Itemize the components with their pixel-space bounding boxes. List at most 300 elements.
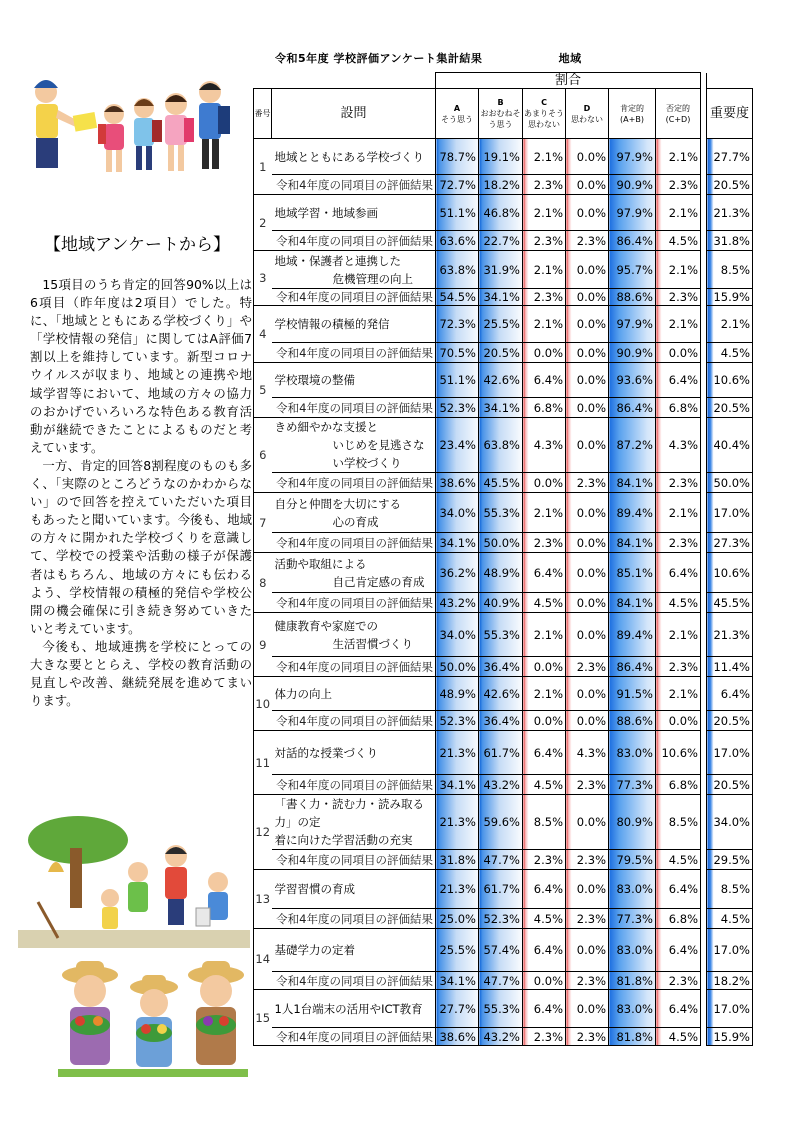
value-positive: 97.9% <box>609 139 656 175</box>
item-number: 15 <box>254 990 272 1046</box>
value-c: 2.3% <box>523 289 566 306</box>
item-label-line: 学習習慣の育成 <box>274 882 355 896</box>
value-b: 45.5% <box>479 473 523 493</box>
value-positive: 83.0% <box>609 990 656 1028</box>
title-text: 令和5年度 学校評価アンケート集計結果 <box>275 52 483 65</box>
previous-year-label: 令和4年度の同項目の評価結果 <box>272 533 436 553</box>
value-c: 2.1% <box>523 306 566 343</box>
value-negative: 6.8% <box>656 909 701 929</box>
value-b: 61.7% <box>479 870 523 909</box>
previous-year-label: 令和4年度の同項目の評価結果 <box>272 473 436 493</box>
previous-year-label: 令和4年度の同項目の評価結果 <box>272 657 436 677</box>
negative-header: 否定的 (C+D) <box>656 89 701 139</box>
value-d: 0.0% <box>566 195 609 231</box>
value-negative: 10.6% <box>656 731 701 775</box>
value-a: 38.6% <box>436 473 479 493</box>
value-positive: 86.4% <box>609 657 656 677</box>
value-a: 21.3% <box>436 731 479 775</box>
value-c: 0.0% <box>523 657 566 677</box>
a-header: A そう思う <box>436 89 479 139</box>
value-d: 0.0% <box>566 593 609 613</box>
item-number: 6 <box>254 418 272 493</box>
table-row-previous <box>254 593 753 613</box>
value-c: 0.0% <box>523 343 566 363</box>
item-label <box>272 195 436 231</box>
value-negative: 2.1% <box>656 251 701 289</box>
value-b: 57.4% <box>479 929 523 972</box>
value-negative: 6.4% <box>656 553 701 593</box>
item-label <box>272 613 436 657</box>
value-a: 63.6% <box>436 231 479 251</box>
group-header: 割合 <box>436 73 701 89</box>
value-negative: 2.1% <box>656 306 701 343</box>
value-negative: 2.1% <box>656 613 701 657</box>
value-positive: 83.0% <box>609 929 656 972</box>
value-negative: 6.8% <box>656 775 701 795</box>
value-importance: 34.0% <box>707 795 753 850</box>
item-label <box>272 306 436 343</box>
value-negative: 2.3% <box>656 473 701 493</box>
value-negative: 2.3% <box>656 175 701 195</box>
item-number: 9 <box>254 613 272 677</box>
value-b: 43.2% <box>479 1028 523 1046</box>
value-b: 31.9% <box>479 251 523 289</box>
value-positive: 97.9% <box>609 195 656 231</box>
value-c: 0.0% <box>523 972 566 990</box>
value-c: 2.3% <box>523 850 566 870</box>
value-d: 2.3% <box>566 1028 609 1046</box>
value-a: 34.1% <box>436 533 479 553</box>
item-label-line: 基礎学力の定着 <box>274 943 355 957</box>
table-row-previous <box>254 972 753 990</box>
value-negative: 4.3% <box>656 418 701 473</box>
item-label-line: 生活習慣づくり <box>332 636 413 651</box>
c-header: C あまりそう思わない <box>523 89 566 139</box>
section-heading: 【地域アンケートから】 <box>44 235 230 255</box>
value-c: 2.3% <box>523 175 566 195</box>
previous-year-label: 令和4年度の同項目の評価結果 <box>272 1028 436 1046</box>
value-c: 2.3% <box>523 1028 566 1046</box>
value-c: 6.8% <box>523 398 566 418</box>
value-importance: 21.3% <box>707 613 753 657</box>
previous-year-label: 令和4年度の同項目の評価結果 <box>272 398 436 418</box>
value-d: 2.3% <box>566 972 609 990</box>
value-c: 2.3% <box>523 533 566 553</box>
value-importance: 27.7% <box>707 139 753 175</box>
value-b: 52.3% <box>479 909 523 929</box>
value-positive: 80.9% <box>609 795 656 850</box>
value-negative: 0.0% <box>656 343 701 363</box>
value-importance: 17.0% <box>707 493 753 533</box>
item-number: 7 <box>254 493 272 553</box>
value-d: 2.3% <box>566 231 609 251</box>
value-b: 42.6% <box>479 363 523 398</box>
value-c: 2.3% <box>523 231 566 251</box>
previous-year-label: 令和4年度の同項目の評価結果 <box>272 909 436 929</box>
value-positive: 84.1% <box>609 473 656 493</box>
value-d: 0.0% <box>566 553 609 593</box>
value-b: 22.7% <box>479 231 523 251</box>
num-header: 番号 <box>254 89 272 139</box>
table-row <box>254 929 753 972</box>
value-importance: 4.5% <box>707 343 753 363</box>
item-label <box>272 731 436 775</box>
value-b: 55.3% <box>479 493 523 533</box>
table-row <box>254 306 753 343</box>
value-importance: 10.6% <box>707 363 753 398</box>
value-b: 50.0% <box>479 533 523 553</box>
value-b: 61.7% <box>479 731 523 775</box>
value-negative: 6.4% <box>656 990 701 1028</box>
value-a: 31.8% <box>436 850 479 870</box>
value-d: 2.3% <box>566 775 609 795</box>
value-d: 0.0% <box>566 613 609 657</box>
value-b: 43.2% <box>479 775 523 795</box>
value-c: 2.1% <box>523 251 566 289</box>
value-positive: 81.8% <box>609 972 656 990</box>
value-importance: 10.6% <box>707 553 753 593</box>
value-a: 48.9% <box>436 677 479 711</box>
value-positive: 89.4% <box>609 493 656 533</box>
value-positive: 77.3% <box>609 775 656 795</box>
importance-header: 重要度 <box>707 89 753 139</box>
value-importance: 17.0% <box>707 731 753 775</box>
value-negative: 0.0% <box>656 711 701 731</box>
value-c: 6.4% <box>523 990 566 1028</box>
value-importance: 15.9% <box>707 289 753 306</box>
value-c: 6.4% <box>523 929 566 972</box>
item-number: 5 <box>254 363 272 418</box>
value-c: 6.4% <box>523 553 566 593</box>
value-a: 34.0% <box>436 493 479 533</box>
table-row <box>254 251 753 289</box>
value-c: 0.0% <box>523 711 566 731</box>
value-negative: 2.3% <box>656 657 701 677</box>
value-importance: 18.2% <box>707 972 753 990</box>
positive-header: 肯定的 (A+B) <box>609 89 656 139</box>
value-d: 0.0% <box>566 929 609 972</box>
value-negative: 2.3% <box>656 289 701 306</box>
item-label <box>272 139 436 175</box>
value-b: 47.7% <box>479 972 523 990</box>
value-a: 78.7% <box>436 139 479 175</box>
item-label <box>272 493 436 533</box>
value-importance: 50.0% <box>707 473 753 493</box>
value-c: 0.0% <box>523 473 566 493</box>
table-row <box>254 493 753 533</box>
value-positive: 83.0% <box>609 870 656 909</box>
value-a: 34.1% <box>436 972 479 990</box>
table-row <box>254 731 753 775</box>
value-c: 8.5% <box>523 795 566 850</box>
paragraph-2: 一方、肯定的回答8割程度のものも多く、「実際のところどうなのかわからない」ので回答を控えていただいた項目もあったと聞いています。今後も、地域の方々に開かれた学校づくりを意識して、学校での授業や活動の様子が保護者はもちろん、地域の方々にも伝わるよう、学校情報の積極的発信や学校公開の機会確保に引き続き努めていきたいと考えています。 <box>30 457 252 636</box>
value-negative: 2.3% <box>656 972 701 990</box>
value-positive: 84.1% <box>609 533 656 553</box>
value-importance: 8.5% <box>707 870 753 909</box>
value-d: 0.0% <box>566 533 609 553</box>
previous-year-label: 令和4年度の同項目の評価結果 <box>272 972 436 990</box>
item-label-line: 危機管理の向上 <box>332 271 413 286</box>
value-a: 21.3% <box>436 870 479 909</box>
value-d: 0.0% <box>566 343 609 363</box>
value-importance: 15.9% <box>707 1028 753 1046</box>
value-negative: 4.5% <box>656 231 701 251</box>
value-d: 0.0% <box>566 990 609 1028</box>
value-c: 2.1% <box>523 613 566 657</box>
item-label <box>272 251 436 289</box>
item-number: 8 <box>254 553 272 613</box>
value-positive: 90.9% <box>609 343 656 363</box>
value-b: 47.7% <box>479 850 523 870</box>
children-walking-illustration <box>18 62 246 192</box>
value-d: 0.0% <box>566 175 609 195</box>
value-b: 34.1% <box>479 398 523 418</box>
value-importance: 20.5% <box>707 175 753 195</box>
table-row-previous <box>254 289 753 306</box>
table-row-previous <box>254 473 753 493</box>
previous-year-label: 令和4年度の同項目の評価結果 <box>272 343 436 363</box>
table-row <box>254 139 753 175</box>
item-label <box>272 870 436 909</box>
table-row <box>254 195 753 231</box>
value-b: 36.4% <box>479 657 523 677</box>
value-b: 25.5% <box>479 306 523 343</box>
value-negative: 2.3% <box>656 533 701 553</box>
value-importance: 31.8% <box>707 231 753 251</box>
item-label-line: きめ細やかな支援と <box>274 420 378 434</box>
paragraph-1: 15項目のうち肯定的回答90%以上は6項目（昨年度は2項目）でした。特に、「地域とともにある学校づくり」や「学校情報の発信」に関してはA評価7割以上を維持しています。新型コロナウイルスが収まり、地域との連携や地域学習等において、地域の方々の協力のおかげでいろいろな特色ある教育活動が継続できたことによるものだと考えています。 <box>30 277 252 455</box>
item-label-line: 「書く力・読む力・読み取る力」の定 <box>274 797 424 829</box>
value-a: 34.0% <box>436 613 479 657</box>
item-label-line: 活動や取組による <box>274 556 367 571</box>
item-label <box>272 363 436 398</box>
value-a: 52.3% <box>436 711 479 731</box>
value-b: 59.6% <box>479 795 523 850</box>
previous-year-label: 令和4年度の同項目の評価結果 <box>272 775 436 795</box>
value-d: 0.0% <box>566 795 609 850</box>
value-c: 2.1% <box>523 139 566 175</box>
community-cleanup-illustration <box>18 812 250 948</box>
value-b: 18.2% <box>479 175 523 195</box>
value-d: 4.3% <box>566 731 609 775</box>
value-positive: 77.3% <box>609 909 656 929</box>
value-d: 0.0% <box>566 139 609 175</box>
value-importance: 11.4% <box>707 657 753 677</box>
item-label <box>272 929 436 972</box>
value-b: 34.1% <box>479 289 523 306</box>
item-label <box>272 795 436 850</box>
value-negative: 6.4% <box>656 929 701 972</box>
table-row-previous <box>254 343 753 363</box>
previous-year-label: 令和4年度の同項目の評価結果 <box>272 850 436 870</box>
value-b: 46.8% <box>479 195 523 231</box>
value-c: 6.4% <box>523 731 566 775</box>
table-row-previous <box>254 398 753 418</box>
value-importance: 6.4% <box>707 677 753 711</box>
value-c: 4.5% <box>523 775 566 795</box>
table-row <box>254 363 753 398</box>
value-importance: 20.5% <box>707 775 753 795</box>
value-d: 0.0% <box>566 418 609 473</box>
value-positive: 79.5% <box>609 850 656 870</box>
value-a: 54.5% <box>436 289 479 306</box>
table-row <box>254 870 753 909</box>
table-row-previous <box>254 175 753 195</box>
value-importance: 20.5% <box>707 398 753 418</box>
value-d: 0.0% <box>566 711 609 731</box>
item-number: 12 <box>254 795 272 870</box>
value-a: 34.1% <box>436 775 479 795</box>
value-positive: 89.4% <box>609 613 656 657</box>
value-negative: 2.1% <box>656 139 701 175</box>
value-a: 27.7% <box>436 990 479 1028</box>
value-positive: 88.6% <box>609 289 656 306</box>
value-a: 72.7% <box>436 175 479 195</box>
value-b: 63.8% <box>479 418 523 473</box>
value-a: 52.3% <box>436 398 479 418</box>
value-a: 43.2% <box>436 593 479 613</box>
value-positive: 87.2% <box>609 418 656 473</box>
table-row-previous <box>254 231 753 251</box>
table-row-previous <box>254 909 753 929</box>
value-negative: 6.4% <box>656 363 701 398</box>
value-c: 2.1% <box>523 493 566 533</box>
item-number: 2 <box>254 195 272 251</box>
value-importance: 20.5% <box>707 711 753 731</box>
item-label-line: 学校情報の積極的発信 <box>274 317 390 331</box>
value-negative: 4.5% <box>656 593 701 613</box>
item-number: 11 <box>254 731 272 795</box>
item-label-line: 地域学習・地域参画 <box>274 205 378 220</box>
value-negative: 2.1% <box>656 677 701 711</box>
item-number: 13 <box>254 870 272 929</box>
item-label-line: 地域・保護者と連携した <box>274 253 401 268</box>
value-d: 0.0% <box>566 398 609 418</box>
previous-year-label: 令和4年度の同項目の評価結果 <box>272 289 436 306</box>
value-a: 23.4% <box>436 418 479 473</box>
table-row-previous <box>254 850 753 870</box>
value-c: 4.5% <box>523 909 566 929</box>
value-c: 4.3% <box>523 418 566 473</box>
value-d: 0.0% <box>566 870 609 909</box>
table-row-previous <box>254 533 753 553</box>
table-row-previous <box>254 775 753 795</box>
value-positive: 81.8% <box>609 1028 656 1046</box>
value-a: 72.3% <box>436 306 479 343</box>
value-negative: 6.8% <box>656 398 701 418</box>
value-positive: 88.6% <box>609 711 656 731</box>
value-b: 40.9% <box>479 593 523 613</box>
body-text <box>30 276 252 710</box>
value-negative: 2.1% <box>656 493 701 533</box>
table-row <box>254 990 753 1028</box>
item-label-line: 心の育成 <box>332 514 379 529</box>
d-header: D 思わない <box>566 89 609 139</box>
value-c: 2.1% <box>523 195 566 231</box>
item-label-line: 学校環境の整備 <box>274 373 355 387</box>
results-table <box>253 72 753 1046</box>
value-positive: 91.5% <box>609 677 656 711</box>
item-label-line: 1人1台端末の活用やICT教育 <box>274 1001 423 1016</box>
value-b: 42.6% <box>479 677 523 711</box>
item-label-line: 自分と仲間を大切にする <box>274 496 401 511</box>
table-row-previous <box>254 1028 753 1046</box>
value-d: 0.0% <box>566 363 609 398</box>
value-a: 36.2% <box>436 553 479 593</box>
table-row <box>254 613 753 657</box>
value-positive: 83.0% <box>609 731 656 775</box>
value-d: 2.3% <box>566 909 609 929</box>
item-label-line: 対話的な授業づくり <box>274 745 378 760</box>
value-b: 55.3% <box>479 990 523 1028</box>
item-label-line: 体力の向上 <box>274 686 332 701</box>
value-positive: 97.9% <box>609 306 656 343</box>
value-a: 25.0% <box>436 909 479 929</box>
value-importance: 8.5% <box>707 251 753 289</box>
item-label-line: 自己肯定感の育成 <box>332 574 425 589</box>
value-c: 2.1% <box>523 677 566 711</box>
item-label <box>272 990 436 1028</box>
value-b: 19.1% <box>479 139 523 175</box>
value-d: 0.0% <box>566 251 609 289</box>
previous-year-label: 令和4年度の同項目の評価結果 <box>272 593 436 613</box>
document-title <box>275 50 582 66</box>
value-d: 0.0% <box>566 677 609 711</box>
item-label <box>272 418 436 473</box>
item-number: 10 <box>254 677 272 731</box>
previous-year-label: 令和4年度の同項目の評価結果 <box>272 231 436 251</box>
value-importance: 27.3% <box>707 533 753 553</box>
item-number: 14 <box>254 929 272 990</box>
item-number: 1 <box>254 139 272 195</box>
value-importance: 45.5% <box>707 593 753 613</box>
value-positive: 86.4% <box>609 231 656 251</box>
previous-year-label: 令和4年度の同項目の評価結果 <box>272 175 436 195</box>
value-positive: 95.7% <box>609 251 656 289</box>
value-a: 51.1% <box>436 363 479 398</box>
value-c: 4.5% <box>523 593 566 613</box>
table-row-previous <box>254 711 753 731</box>
value-negative: 4.5% <box>656 850 701 870</box>
value-negative: 4.5% <box>656 1028 701 1046</box>
value-b: 48.9% <box>479 553 523 593</box>
table-row-previous <box>254 657 753 677</box>
value-positive: 86.4% <box>609 398 656 418</box>
item-label-line: 健康教育や家庭での <box>274 618 378 633</box>
value-positive: 84.1% <box>609 593 656 613</box>
item-header: 設問 <box>272 89 436 139</box>
value-importance: 17.0% <box>707 929 753 972</box>
previous-year-label: 令和4年度の同項目の評価結果 <box>272 711 436 731</box>
value-d: 2.3% <box>566 850 609 870</box>
value-negative: 2.1% <box>656 195 701 231</box>
value-b: 20.5% <box>479 343 523 363</box>
value-importance: 40.4% <box>707 418 753 473</box>
table-body <box>254 139 753 1046</box>
value-importance: 4.5% <box>707 909 753 929</box>
value-importance: 21.3% <box>707 195 753 231</box>
b-header: B おおむねそう思う <box>479 89 523 139</box>
region-label: 地域 <box>558 52 582 65</box>
value-d: 0.0% <box>566 306 609 343</box>
value-a: 51.1% <box>436 195 479 231</box>
value-a: 25.5% <box>436 929 479 972</box>
value-d: 2.3% <box>566 473 609 493</box>
farmers-illustration <box>58 955 248 1085</box>
value-negative: 6.4% <box>656 870 701 909</box>
value-d: 0.0% <box>566 493 609 533</box>
table-row <box>254 553 753 593</box>
